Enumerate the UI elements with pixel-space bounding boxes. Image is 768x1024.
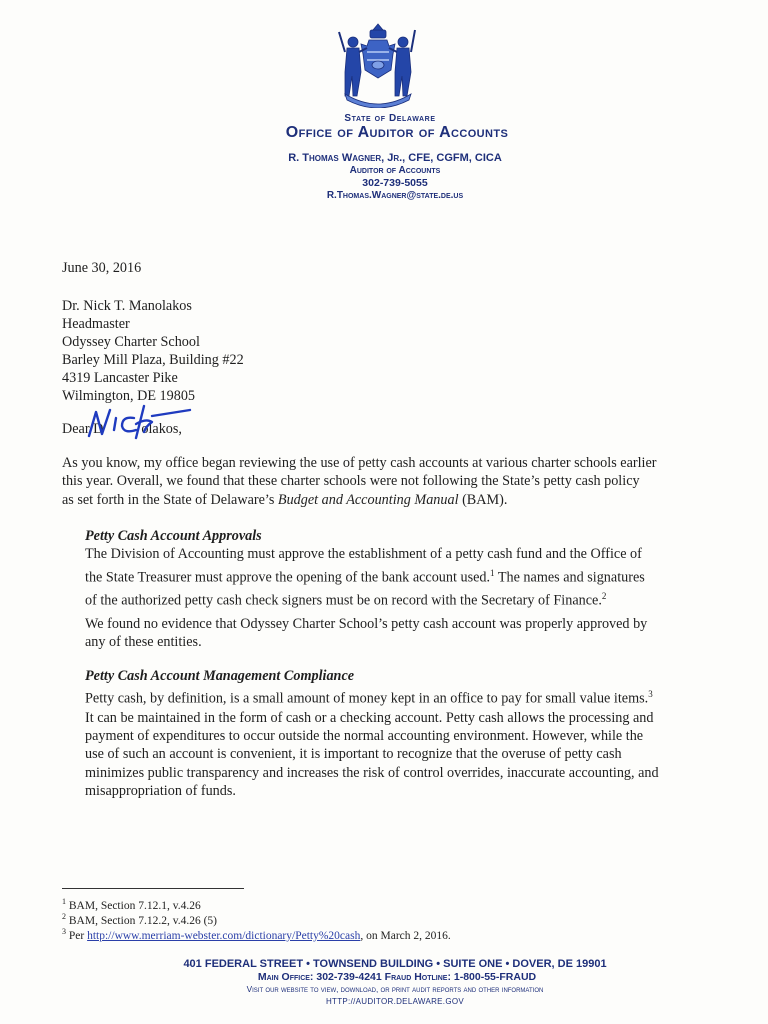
section1-line-2: the State Treasurer must approve the opening of the bank account used. [85,569,491,586]
intro-line-3: as set forth in the State of Delaware’s [62,491,278,508]
section1 [85,527,645,610]
recipient-name: Dr. Nick T. Manolakos [62,298,192,314]
recipient-city: Wilmington, DE 19805 [62,388,196,404]
footnote-1-text: BAM, Section 7.12.1, v.4.26 [66,899,201,912]
letter-date: June 30, 2016 [62,260,142,276]
intro-manual-title: Budget and Accounting Manual [277,491,459,508]
section1-line-3: of the authorized petty cash check signers must be on record with the Secretary of Finance. [85,592,602,609]
section2-line-2: It can be maintained in the form of cash or a checking account. Petty cash allows the processing and [85,709,654,726]
footer-visit: Visit our website to view, download, or print audit reports and other information [246,985,544,994]
letterhead-state: State of Delaware [344,113,436,124]
footnote-ref-1: 1 [490,567,495,578]
letterhead-phone: 302-739-5055 [362,177,428,189]
footnote-divider [62,888,244,889]
section2-line-6: misappropriation of funds. [85,783,236,800]
recipient-address-2: 4319 Lancaster Pike [62,370,178,386]
delaware-state-seal-icon [333,22,423,108]
letterhead-auditor-name: R. Thomas Wagner, Jr., CFE, CGFM, CICA [288,152,502,164]
footnote-2-text: BAM, Section 7.12.2, v.4.26 (5) [66,914,217,927]
letterhead-auditor-title: Auditor of Accounts [349,165,441,176]
intro-paragraph [62,454,722,509]
section2-line-4: use of such an account is convenient, it is important to recognize that the overuse of petty cash [85,746,622,763]
footnote-1-num: 1 [62,897,66,906]
footnote-3-num: 3 [62,927,66,936]
recipient-title: Headmaster [62,316,130,332]
footnote-3-text: Per [66,929,88,942]
intro-end: (BAM). [458,491,508,508]
recipient-address-1: Barley Mill Plaza, Building #22 [62,352,244,368]
section2 [85,667,659,801]
footnote-ref-2: 2 [601,590,607,601]
salutation-end: olakos, [141,421,182,437]
footer-phones: Main Office: 302-739-4241 Fraud Hotline: 1-800-55-FRAUD [257,971,537,983]
footer-website-link[interactable]: HTTP://AUDITOR.DELAWARE.GOV [325,997,465,1006]
intro-line-2: this year. Overall, we found that these charter schools were not following the State’s petty cash policy [62,473,640,490]
letterhead-email: R.Thomas.Wagner@state.de.us [326,190,464,201]
finding-line-1: We found no evidence that Odyssey Charter School’s petty cash account was properly approved by [85,616,648,632]
section1-heading: Petty Cash Account Approvals [85,528,262,544]
footnote-3 [62,925,451,943]
section1-line-1: The Division of Accounting must approve the establishment of a petty cash fund and the Office of [85,546,642,563]
section2-line-3: payment of expenditures to occur outside the normal accounting environment. However, while the [85,727,644,744]
footer-address: 401 FEDERAL STREET • TOWNSEND BUILDING • SUITE ONE • DOVER, DE 19901 [183,958,607,970]
recipient-org: Odyssey Charter School [62,334,200,350]
footnote-3-after: , on March 2, 2016. [360,929,451,942]
handwritten-nick-signature-icon [86,404,196,442]
finding-line-2: any of these entities. [85,634,202,651]
section2-line-1: Petty cash, by definition, is a small amount of money kept in an office to pay for small value items. [85,691,649,708]
section1-finding [85,615,647,652]
intro-line-1: As you know, my office began reviewing the use of petty cash accounts at various charter schools earlier [62,455,657,471]
letterhead-office: Office of Auditor of Accounts [285,124,509,141]
footnote-ref-3: 3 [648,689,653,700]
section2-line-5: minimizes public transparency and increases the risk of control overrides, inaccurate accounting, and [85,764,659,781]
section1-line-2b: The names and signatures [494,569,645,586]
section2-heading: Petty Cash Account Management Compliance [85,668,355,684]
footnote-3-link[interactable]: http://www.merriam-webster.com/dictionary/Petty%20cash [87,929,361,942]
footnote-2-num: 2 [62,912,66,921]
salutation-start: Dear D [62,421,104,437]
